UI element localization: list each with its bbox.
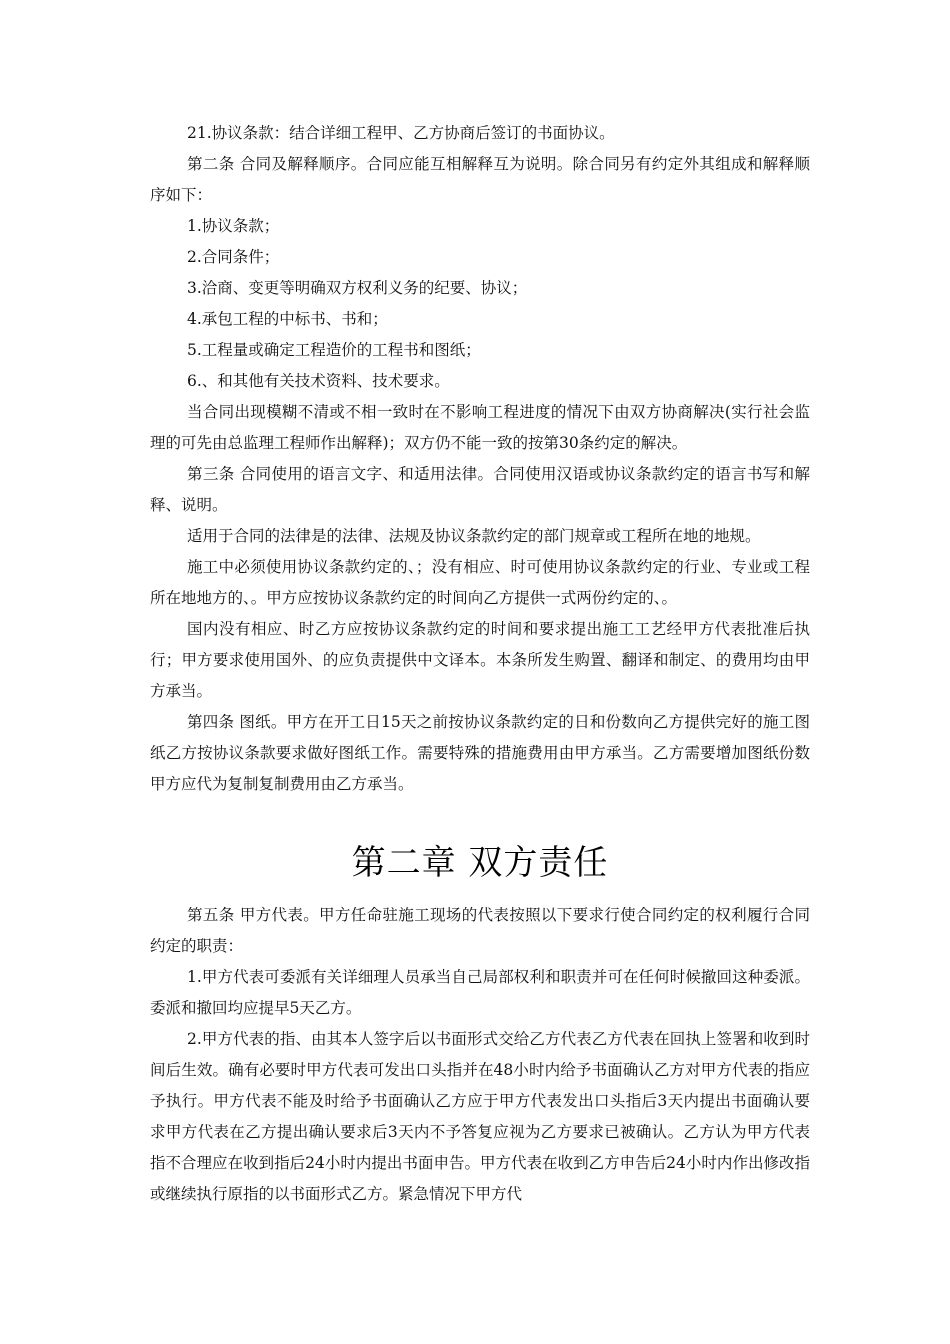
article-5-paragraph: 第五条 甲方代表。甲方任命驻施工现场的代表按照以下要求行使合同约定的权利履行合同约定的职责： <box>150 906 810 955</box>
document-body <box>150 118 810 1210</box>
chapter-title: 第二章 双方责任 <box>351 843 609 883</box>
article-5-item-1: 1.甲方代表可委派有关详细理人员承当自己局部权利和职责并可在任何时候撤回这种委派。委派和撤回均应提早5天乙方。 <box>150 968 810 1017</box>
list-item-3: 3.洽商、变更等明确双方权利义务的纪要、协议； <box>187 279 528 297</box>
applicable-law-paragraph: 适用于合同的法律是的法律、法规及协议条款约定的部门规章或工程所在地的地规。 <box>187 527 761 545</box>
ambiguity-paragraph: 当合同出现模糊不清或不相一致时在不影响工程进度的情况下由双方协商解决(实行社会监理的可先由总监理工程师作出解释)；双方仍不能一致的按第30条约定的解决。 <box>150 403 810 452</box>
article-5-item-2: 2.甲方代表的指、由其本人签字后以书面形式交给乙方代表乙方代表在回执上签署和收到时间后生效。确有必要时甲方代表可发出口头指并在48小时内给予书面确认乙方对甲方代表的指应予执行。甲方代表不能及时给予书面确认乙方应于甲方代表发出口头指后3天内提出书面确认要求甲方代表在乙方提出确认要求后3天内不予答复应视为乙方要求已被确认。乙方认为甲方代表指不合理应在收到指后24小时内提出书面申告。甲方代表在收到乙方申告后24小时内作出修改指或继续执行原指的以书面形式乙方。紧急情况下甲方代 <box>150 1030 810 1203</box>
standards-paragraph: 施工中必须使用协议条款约定的、；没有相应、时可使用协议条款约定的行业、专业或工程所在地地方的、。甲方应按协议条款约定的时间向乙方提供一式两份约定的、。 <box>150 558 810 607</box>
article-4-paragraph: 第四条 图纸。甲方在开工日15天之前按协议条款约定的日和份数向乙方提供完好的施工图纸乙方按协议条款要求做好图纸工作。需要特殊的措施费用由甲方承当。乙方需要增加图纸份数甲方应代为复制复制费用由乙方承当。 <box>150 713 810 793</box>
list-item-5: 5.工程量或确定工程造价的工程书和图纸； <box>187 341 481 359</box>
list-item-1: 1.协议条款； <box>187 217 280 235</box>
article-2-paragraph: 第二条 合同及解释顺序。合同应能互相解释互为说明。除合同另有约定外其组成和解释顺序如下： <box>150 155 810 204</box>
paragraph-item-21: 21.协议条款：结合详细工程甲、乙方协商后签订的书面协议。 <box>187 124 615 142</box>
list-item-4: 4.承包工程的中标书、书和； <box>187 310 388 328</box>
list-item-6: 6.、和其他有关技术资料、技术要求。 <box>187 372 450 390</box>
domestic-standards-paragraph: 国内没有相应、时乙方应按协议条款约定的时间和要求提出施工工艺经甲方代表批准后执行；甲方要求使用国外、的应负责提供中文译本。本条所发生购置、翻译和制定、的费用均由甲方承当。 <box>150 620 810 700</box>
list-item-2: 2.合同条件； <box>187 248 280 266</box>
article-3-paragraph: 第三条 合同使用的语言文字、和适用法律。合同使用汉语或协议条款约定的语言书写和解释、说明。 <box>150 465 810 514</box>
